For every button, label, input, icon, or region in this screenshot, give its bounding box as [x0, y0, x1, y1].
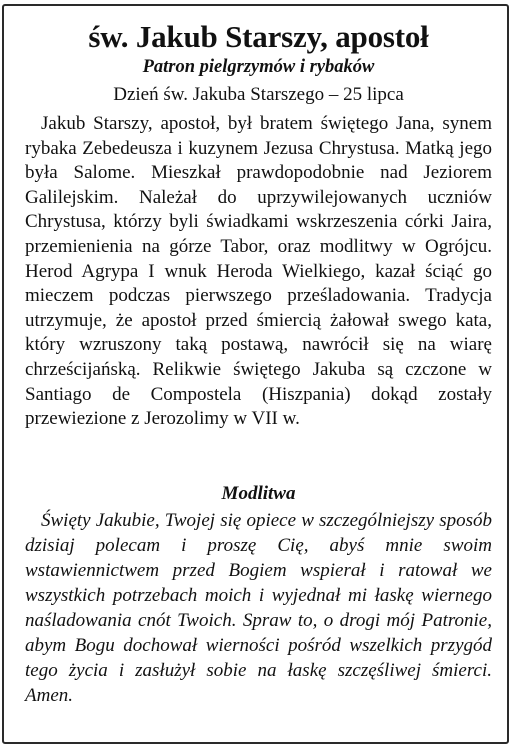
- page-title: św. Jakub Starszy, apostoł: [88, 19, 429, 54]
- prayer-heading: Modlitwa: [221, 483, 296, 504]
- feast-date: Dzień św. Jakuba Starszego – 25 lipca: [113, 84, 404, 105]
- patron-subtitle: Patron pielgrzymów i rybaków: [142, 57, 375, 77]
- prayer-paragraph: Święty Jakubie, Twojej się opiece w szczególniejszy sposób dzisiaj polecam i proszę Cię, abyś mnie swoim wstawiennictwem przed Bogiem wspierał i ratował we wszystkich potrzebach moich i wyjednał mi łaskę wiernego naśladowania cnót Twoich. Spraw to, o drogi mój Patronie, abym Bogu dochował wierności pośród wszelkich przygód tego życia i zasłużył sobie na łaskę szczęśliwej śmierci. Amen.: [25, 510, 492, 706]
- biography-paragraph: Jakub Starszy, apostoł, był bratem świętego Jana, synem rybaka Zebedeusza i kuzynem Jezusa Chrystusa. Matką jego była Salome. Mieszkał prawdopodobnie nad Jeziorem Galilejskim. Należał do uprzywilejowanych uczniów Chrystusa, którzy byli świadkami wskrzeszenia córki Jaira, przemienienia na górze Tabor, oraz modlitwy w Ogrójcu. Herod Agrypa I wnuk Heroda Wielkiego, kazał ściąć go mieczem podczas pierwszego prześladowania. Tradycja utrzymuje, że apostoł przed śmiercią żałował swego kata, który wzruszony taką postawą, nawrócił się na wiarę chrześcijańską. Relikwie świętego Jakuba są czczone w Santiago de Compostela (Hiszpania) dokąd zostały przewiezione z Jerozolimy w VII w.: [25, 113, 492, 430]
